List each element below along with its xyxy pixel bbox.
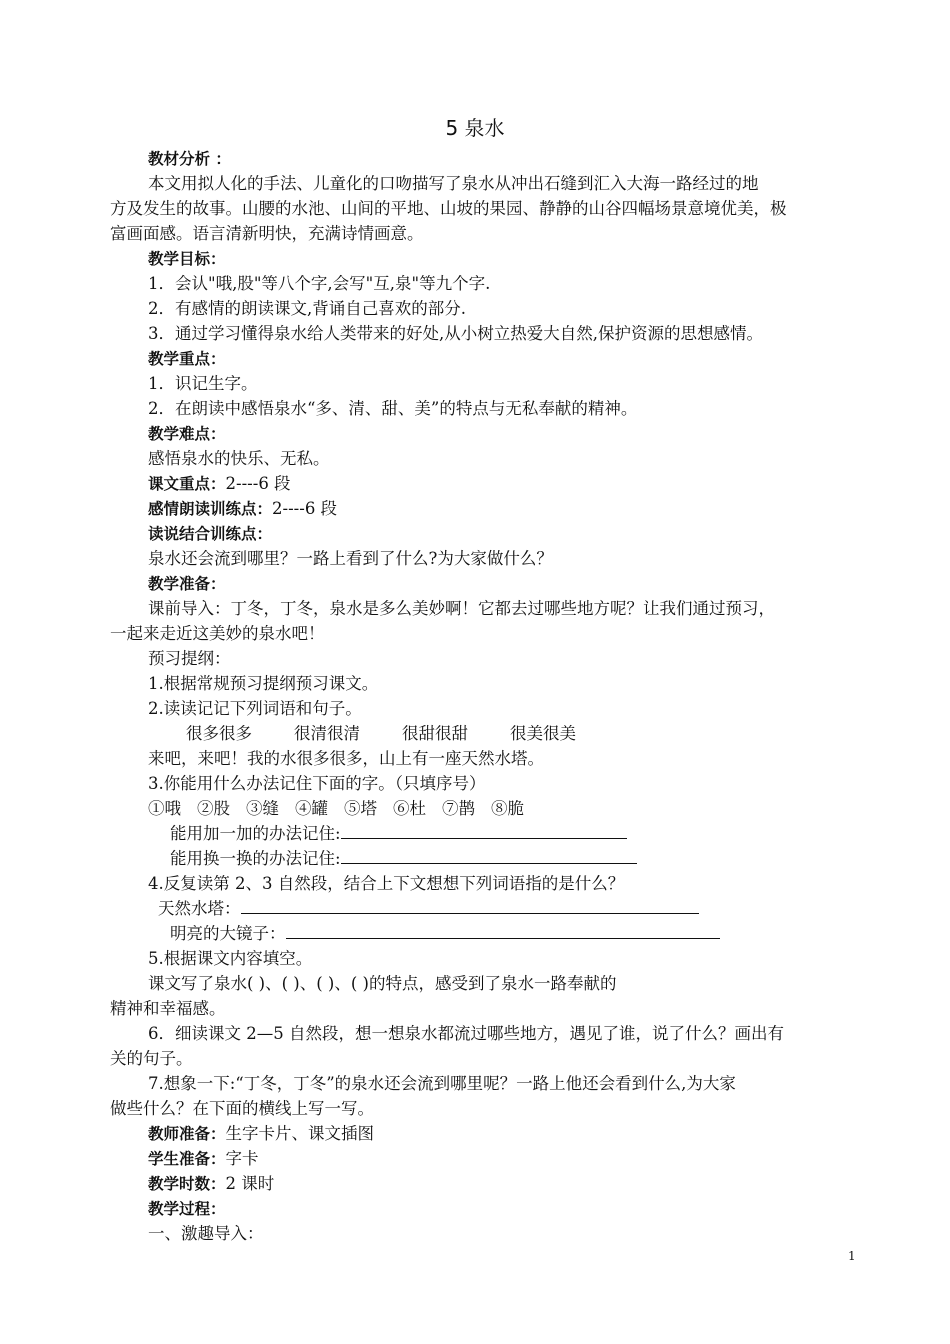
keypoint-1: 1．识记生字。 (148, 374, 258, 393)
char-4: ④罐 (295, 799, 328, 818)
analysis-text-2: 方及发生的故事。山腰的水池、山间的平地、山坡的果园、静静的山谷四幅场景意境优美，极 (110, 199, 787, 218)
prep-heading: 教学准备： (148, 575, 226, 593)
teacher-prep-line (148, 1122, 908, 1147)
char-5: ⑤塔 (344, 799, 377, 818)
outline-item-3: 3.你能用什么办法记住下面的字。（只填序号） (148, 774, 486, 793)
water-tower-blank[interactable] (241, 897, 699, 914)
mirror-line (170, 922, 930, 947)
outline-item-6a: 6．细读课文 2—5 自然段，想一想泉水都流过哪些地方，遇见了谁，说了什么？画出有 (148, 1024, 784, 1043)
add-method-blank[interactable] (341, 822, 627, 839)
analysis-text-3: 富画面感。语言清新明快，充满诗情画意。 (110, 224, 424, 243)
add-method-line (170, 822, 930, 847)
outline-item-5: 5.根据课文内容填空。 (148, 949, 313, 968)
char-6: ⑥杜 (393, 799, 426, 818)
reading-line (148, 497, 908, 522)
teacher-prep-label: 教师准备： (148, 1125, 226, 1143)
mirror-blank[interactable] (286, 922, 720, 939)
char-7: ⑦鹊 (442, 799, 475, 818)
difficulty-text: 感悟泉水的快乐、无私。 (148, 449, 330, 468)
water-tower-label: 天然水塔： (158, 899, 241, 918)
outline-item-4: 4.反复读第 2、3 自然段，结合上下文想想下列词语指的是什么？ (148, 874, 625, 893)
outline-item-7a: 7.想象一下:“丁冬，丁冬”的泉水还会流到哪里呢？一路上他还会看到什么,为大家 (148, 1074, 736, 1093)
char-list (148, 797, 908, 822)
word-list (186, 722, 946, 747)
analysis-heading: 教材分析 ： (148, 150, 231, 168)
char-8: ⑧脆 (491, 799, 524, 818)
text-focus-line (148, 472, 908, 497)
goals-heading: 教学目标： (148, 250, 226, 268)
swap-method-blank[interactable] (341, 847, 637, 864)
difficulty-heading: 教学难点： (148, 425, 226, 443)
keypoints-heading: 教学重点： (148, 350, 226, 368)
water-tower-line (158, 897, 918, 922)
goal-3: 3．通过学习懂得泉水给人类带来的好处,从小树立热爱大自然,保护资源的思想感情。 (148, 324, 763, 343)
fill-text-2: 精神和幸福感。 (110, 999, 226, 1018)
process-heading: 教学过程： (148, 1200, 226, 1218)
word-1: 很多很多 (186, 724, 252, 743)
text-focus-label: 课文重点： (148, 475, 226, 493)
keypoint-2: 2．在朗读中感悟泉水“多、清、甜、美”的特点与无私奉献的精神。 (148, 399, 638, 418)
goal-1: 1．会认"哦,股"等八个字,会写"互,泉"等九个字. (148, 274, 491, 293)
outline-item-2: 2.读读记记下列词语和句子。 (148, 699, 362, 718)
hours-value: 2 课时 (225, 1174, 275, 1193)
analysis-text-1: 本文用拟人化的手法、儿童化的口吻描写了泉水从冲出石缝到汇入大海一路经过的地 (148, 174, 759, 193)
swap-method-label: 能用换一换的办法记住: (170, 849, 341, 868)
goal-2: 2．有感情的朗读课文,背诵自己喜欢的部分. (148, 299, 466, 318)
outline-item-1: 1.根据常规预习提纲预习课文。 (148, 674, 379, 693)
sample-sentence: 来吧，来吧！我的水很多很多，山上有一座天然水塔。 (148, 749, 544, 768)
word-2: 很清很清 (294, 724, 360, 743)
hours-label: 教学时数： (148, 1175, 226, 1193)
speaking-text: 泉水还会流到哪里？一路上看到了什么?为大家做什么？ (148, 549, 553, 568)
hours-line (148, 1172, 908, 1197)
word-3: 很甜很甜 (402, 724, 468, 743)
word-4: 很美很美 (510, 724, 576, 743)
step-1: 一、激趣导入： (148, 1224, 264, 1243)
teacher-prep-value: 生字卡片、课文插图 (225, 1124, 375, 1143)
intro-text-1: 课前导入：丁冬，丁冬，泉水是多么美妙啊！它都去过哪些地方呢？让我们通过预习， (148, 599, 775, 618)
outline-item-7b: 做些什么？在下面的横线上写一写。 (110, 1099, 374, 1118)
student-prep-label: 学生准备： (148, 1150, 226, 1168)
char-3: ③缝 (246, 799, 279, 818)
student-prep-line (148, 1147, 908, 1172)
mirror-label: 明亮的大镜子： (170, 924, 286, 943)
outline-item-6b: 关的句子。 (110, 1049, 193, 1068)
swap-method-line (170, 847, 930, 872)
reading-label: 感情朗读训练点： (148, 500, 273, 518)
text-focus-value: 2----6 段 (225, 474, 291, 493)
fill-text-1: 课文写了泉水( )、( )、( )、( )的特点，感受到了泉水一路奉献的 (148, 974, 617, 993)
speaking-heading: 读说结合训练点： (148, 525, 273, 543)
page-title: 5 泉水 (445, 116, 505, 140)
page-number: 1 (848, 1249, 856, 1263)
add-method-label: 能用加一加的办法记住: (170, 824, 341, 843)
intro-text-2: 一起来走近这美妙的泉水吧！ (110, 624, 325, 643)
reading-value: 2----6 段 (272, 499, 338, 518)
outline-heading: 预习提纲： (148, 649, 231, 668)
char-2: ②股 (197, 799, 230, 818)
student-prep-value: 字卡 (225, 1149, 259, 1168)
char-1: ①哦 (148, 799, 181, 818)
